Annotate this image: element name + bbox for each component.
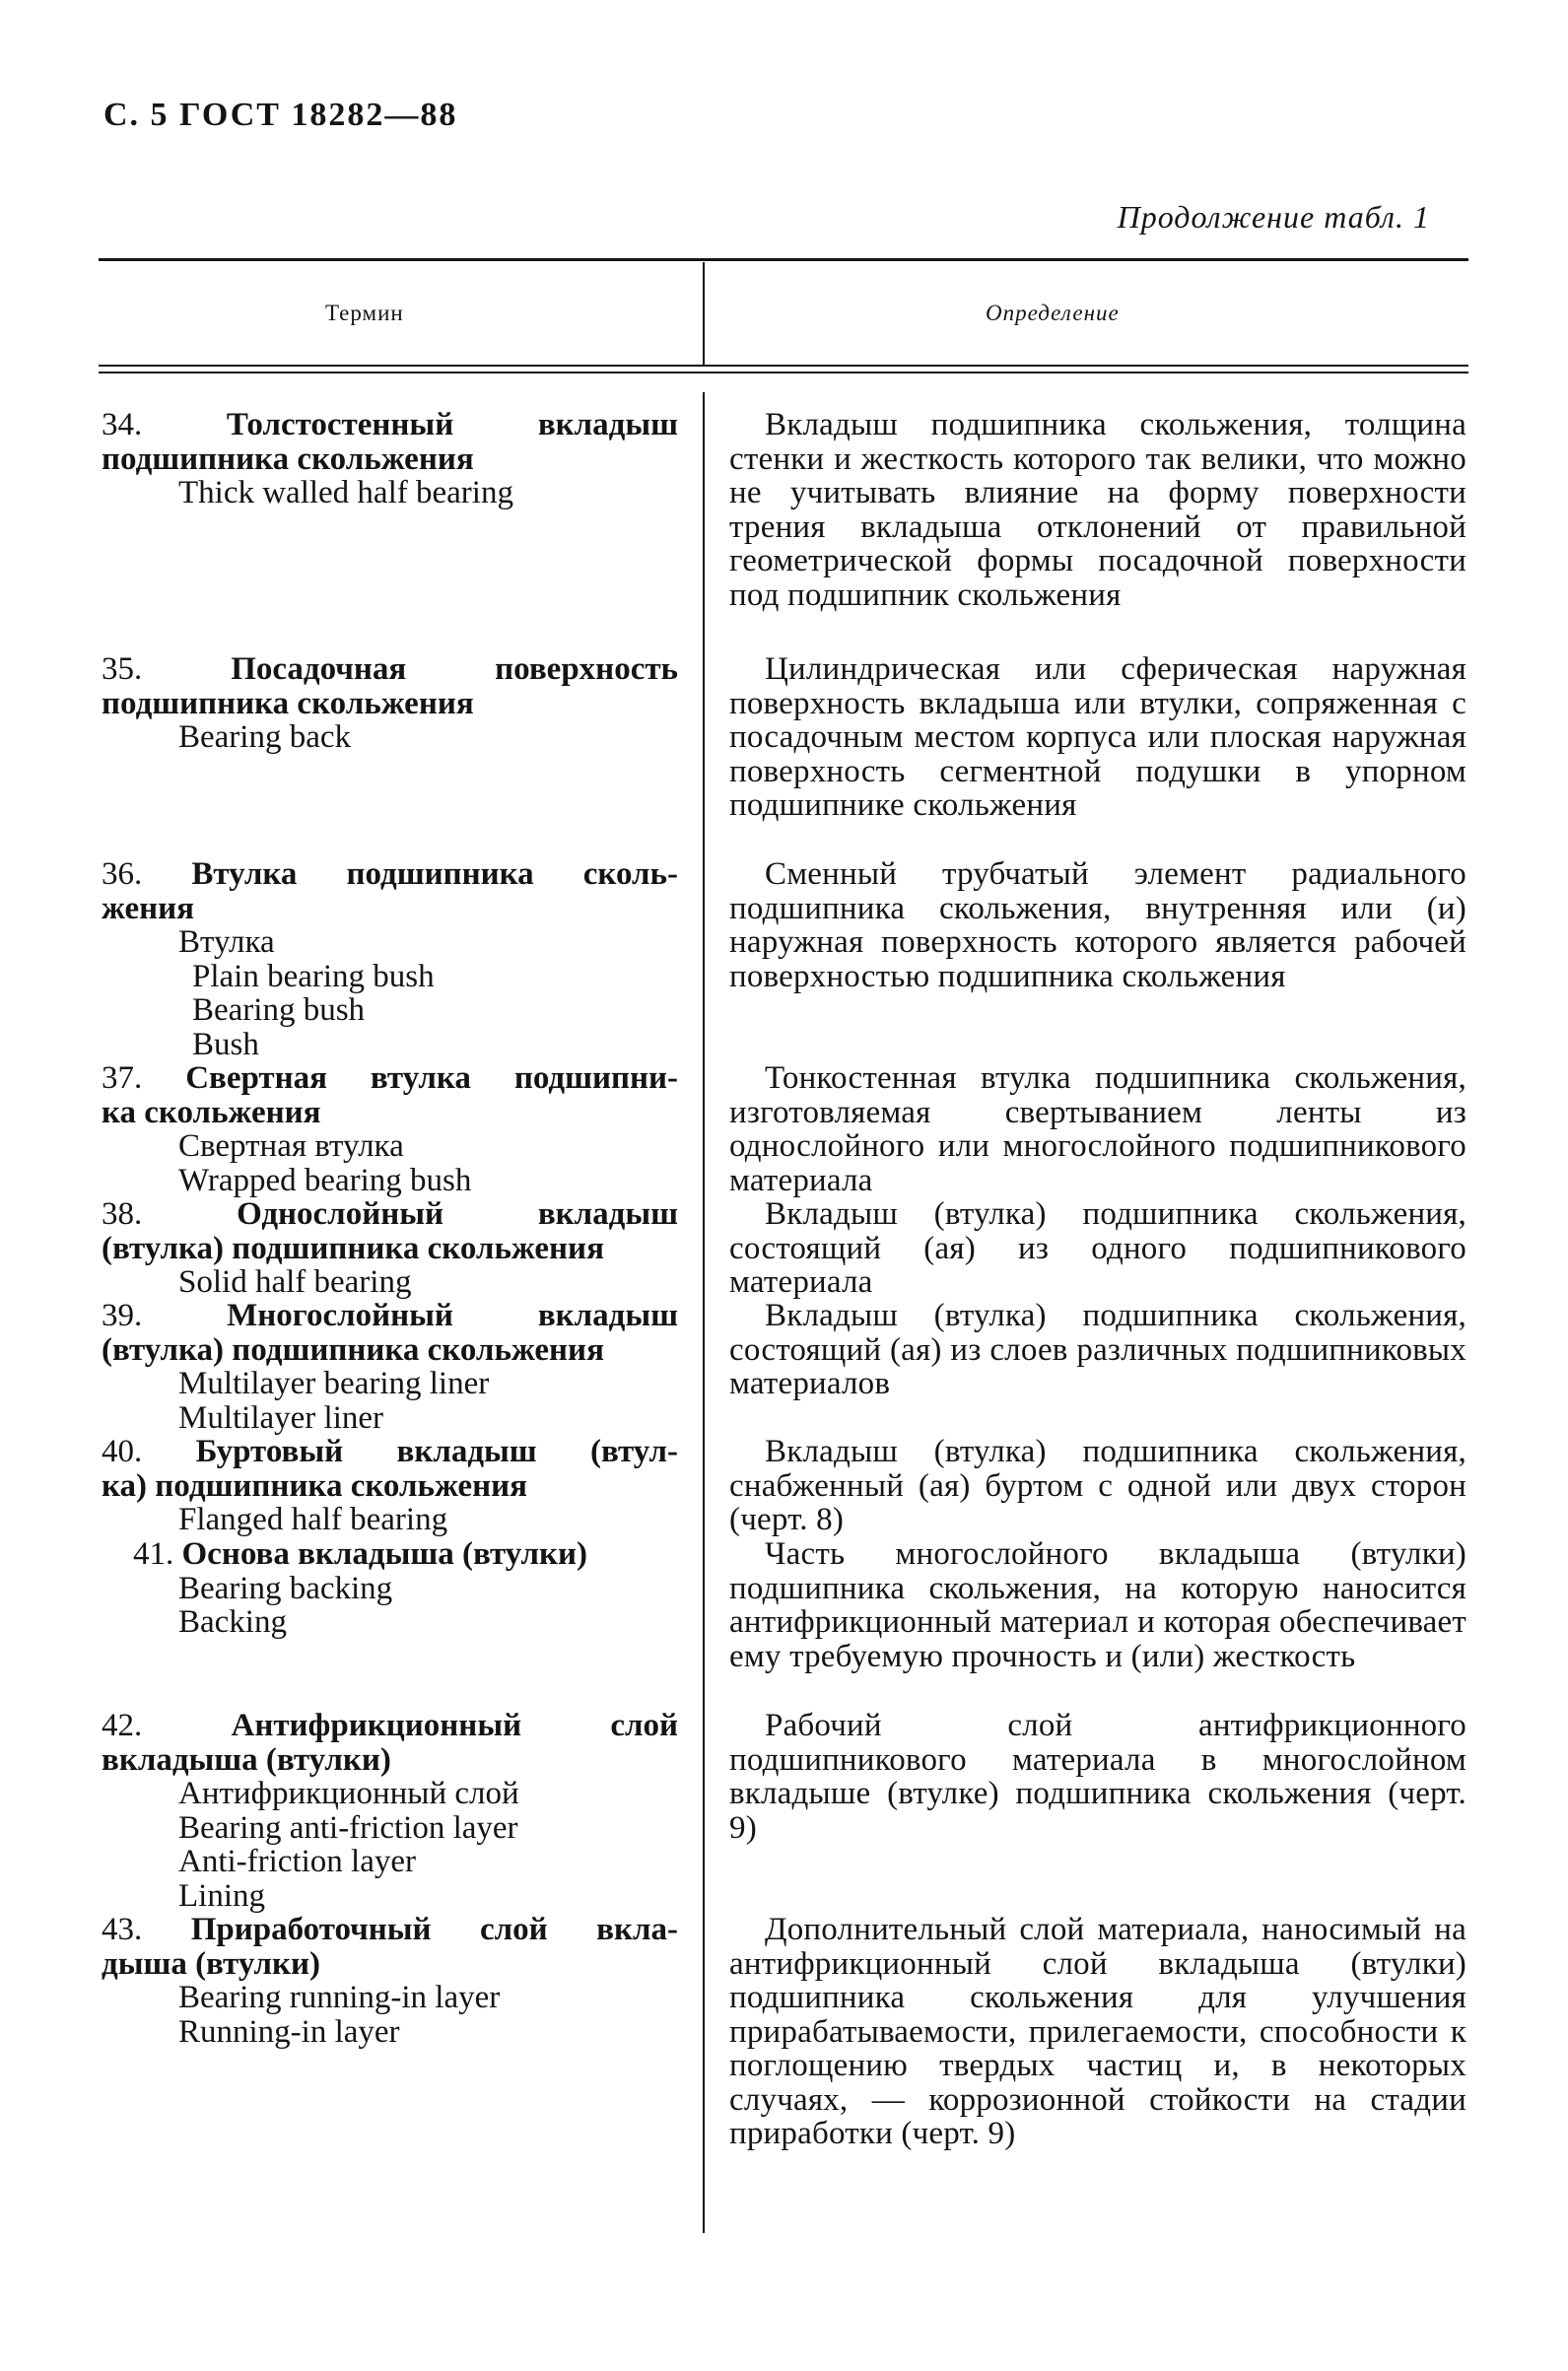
table-top-rule	[99, 258, 1468, 261]
term-title: 42. Антифрикционный слой	[102, 1708, 679, 1743]
term-synonym: Multilayer bearing liner	[178, 1366, 490, 1401]
term-synonym: Bearing bush	[192, 992, 366, 1028]
term-title: (втулка) подшипника скольжения	[102, 1331, 604, 1368]
term-title: подшипника скольжения	[102, 685, 474, 721]
term-synonym: Lining	[178, 1877, 265, 1914]
column-header-definition: Определение	[986, 301, 1120, 325]
term-title: 43. Приработочный слой вкла-	[102, 1912, 679, 1947]
term-40	[102, 1435, 678, 1537]
term-synonym: Flanged half bearing	[178, 1502, 448, 1537]
definition-35: Цилиндрическая или сферическая наружная поверхность вкладыша или втулки, сопряженная с посадочным местом корпуса или плоская наружная поверхность сегментной подушки в упорном подшипнике скольжения	[729, 651, 1466, 823]
term-42	[102, 1709, 678, 1913]
term-34	[102, 408, 678, 510]
term-title: жения	[102, 890, 195, 926]
term-title: вкладыша (втулки)	[102, 1741, 391, 1778]
term-synonym: Solid half bearing	[178, 1264, 412, 1300]
header-rule-double	[99, 372, 1468, 373]
column-divider	[703, 392, 705, 2233]
term-title: 35. Посадочная поверхность	[102, 651, 678, 687]
header-rule	[99, 365, 1468, 367]
term-title: дыша (втулки)	[102, 1945, 321, 1982]
term-title: подшипника скольжения	[102, 440, 474, 477]
page-header: С. 5 ГОСТ 18282—88	[103, 97, 458, 133]
term-synonym: Bush	[192, 1026, 259, 1062]
term-synonym: Multilayer liner	[178, 1399, 384, 1436]
definition-37: Тонкостенная втулка подшипника скольжения, изготовляемая свертыванием ленты из однослойного или многослойного подшипникового материала	[729, 1060, 1466, 1198]
term-41	[102, 1537, 678, 1640]
column-divider-header	[703, 262, 705, 365]
term-synonym: Plain bearing bush	[192, 958, 435, 994]
term-synonym: Bearing anti-friction layer	[178, 1809, 518, 1846]
term-title: 40. Буртовый вкладыш (втул-	[102, 1434, 678, 1469]
term-synonym: Wrapped bearing bush	[178, 1162, 472, 1198]
term-synonym: Bearing backing	[178, 1570, 393, 1606]
definition-38: Вкладыш (втулка) подшипника скольжения, состоящий (ая) из одного подшипникового материала	[729, 1196, 1466, 1300]
term-title: 34. Толстостенный вкладыш	[102, 407, 678, 442]
term-synonym: Thick walled half bearing	[178, 475, 513, 510]
definition-41: Часть многослойного вкладыша (втулки) подшипника скольжения, на которую наносится антифрикционный материал и которая обеспечивает ему требуемую прочность и (или) жесткость	[729, 1536, 1466, 1674]
term-title: ка) подшипника скольжения	[102, 1467, 527, 1504]
column-header-term: Термин	[325, 301, 404, 325]
definition-39: Вкладыш (втулка) подшипника скольжения, состоящий (ая) из слоев различных подшипниковых материалов	[729, 1298, 1466, 1401]
definition-34: Вкладыш подшипника скольжения, толщина стенки и жесткость которого так велики, что можно не учитывать влияние на форму поверхности трения вкладыша отклонений от правильной геометрической формы посадочной поверхности под подшипник скольжения	[729, 407, 1466, 613]
definition-42: Рабочий слой антифрикционного подшипникового материала в многослойном вкладыше (втулке) подшипника скольжения (черт. 9)	[729, 1708, 1466, 1846]
term-37	[102, 1061, 678, 1197]
definition-43: Дополнительный слой материала, наносимый на антифрикционный слой вкладыша (втулки) подшипника скольжения для улучшения прирабатываемости, прилегаемости, способности к поглощению твердых частиц и, в некоторых случаях, — коррозионной стойкости на стадии приработки (черт. 9)	[729, 1912, 1466, 2151]
definition-40: Вкладыш (втулка) подшипника скольжения, снабженный (ая) буртом с одной или двух сторон (черт. 8)	[729, 1434, 1466, 1537]
term-synonym: Running-in layer	[178, 2013, 400, 2050]
term-title: 38. Однослойный вкладыш	[102, 1196, 679, 1232]
term-synonym: Anti-friction layer	[178, 1844, 416, 1879]
term-synonym: Свертная втулка	[178, 1128, 404, 1164]
term-synonym: Втулка	[178, 924, 275, 960]
term-synonym: Backing	[178, 1604, 287, 1640]
term-synonym: Bearing running-in layer	[178, 1980, 501, 2015]
term-title: (втулка) подшипника скольжения	[102, 1230, 604, 1266]
term-43	[102, 1913, 678, 2049]
term-39	[102, 1299, 678, 1435]
term-title: 36. Втулка подшипника сколь-	[102, 856, 678, 892]
term-synonym: Bearing back	[178, 719, 352, 755]
term-synonym: Антифрикционный слой	[178, 1776, 519, 1811]
term-title: 37. Свертная втулка подшипни-	[102, 1060, 678, 1096]
term-title: 39. Многослойный вкладыш	[102, 1298, 678, 1333]
term-title: ка скольжения	[102, 1094, 321, 1130]
term-35	[102, 652, 678, 755]
term-38	[102, 1197, 678, 1300]
term-36	[102, 857, 678, 1061]
term-title: 41. Основа вкладыша (втулки)	[133, 1536, 587, 1572]
definition-36: Сменный трубчатый элемент радиального подшипника скольжения, внутренняя или (и) наружная поверхность которого является рабочей поверхностью подшипника скольжения	[729, 856, 1466, 994]
table-continuation-label: Продолжение табл. 1	[1117, 199, 1430, 235]
